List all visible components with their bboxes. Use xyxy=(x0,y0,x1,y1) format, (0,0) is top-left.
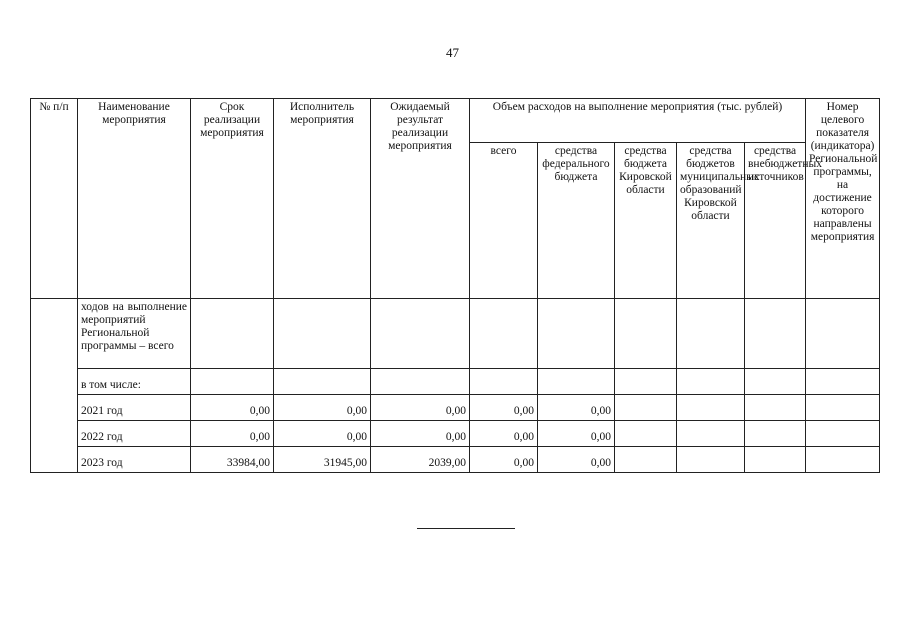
value-cell: 33984,00 xyxy=(191,447,274,473)
including-label: в том числе: xyxy=(78,369,191,395)
header-volume: Объем расходов на выполнение мероприятия (тыс. рублей) xyxy=(470,99,806,143)
header-total: всего xyxy=(470,143,538,299)
value-cell: 0,00 xyxy=(274,395,371,421)
value-cell: 0,00 xyxy=(274,421,371,447)
separator-line xyxy=(417,528,515,529)
value-cell: 0,00 xyxy=(191,395,274,421)
header-result: Ожидаемый результат реализации мероприятия xyxy=(371,99,470,299)
table-row xyxy=(31,395,880,421)
header-executor: Исполнитель мероприятия xyxy=(274,99,371,299)
header-federal: средства федерального бюджета xyxy=(538,143,615,299)
header-num: № п/п xyxy=(31,99,78,299)
value-cell: 0,00 xyxy=(538,447,615,473)
header-extra: средства внебюджетных источников xyxy=(745,143,806,299)
table-row xyxy=(31,299,880,369)
header-name: Наименование мероприятия xyxy=(78,99,191,299)
header-indicator: Номер целевого показателя (индикатора) Региональной программы, на достижение которого направлены мероприятия xyxy=(806,99,880,299)
row-label: 2023 год xyxy=(78,447,191,473)
value-cell: 0,00 xyxy=(371,421,470,447)
value-cell: 0,00 xyxy=(470,421,538,447)
value-cell: 31945,00 xyxy=(274,447,371,473)
value-cell: 0,00 xyxy=(470,447,538,473)
table-row xyxy=(31,447,880,473)
header-regional: средства бюджета Кировской области xyxy=(615,143,677,299)
value-cell: 0,00 xyxy=(538,395,615,421)
header-row-1 xyxy=(31,99,880,143)
expenses-table xyxy=(30,98,880,473)
first-row-label: ходов на выполнение мероприятий Региональной программы – всего xyxy=(78,299,191,369)
value-cell: 0,00 xyxy=(538,421,615,447)
row-label: 2021 год xyxy=(78,395,191,421)
num-cell xyxy=(31,299,78,473)
header-term: Срок реализации мероприятия xyxy=(191,99,274,299)
table-row xyxy=(31,369,880,395)
page-number: 47 xyxy=(446,45,459,60)
value-cell: 0,00 xyxy=(191,421,274,447)
header-municipal: средства бюджетов муниципальных образований Кировской области xyxy=(677,143,745,299)
row-label: 2022 год xyxy=(78,421,191,447)
value-cell: 2039,00 xyxy=(371,447,470,473)
table-row xyxy=(31,421,880,447)
value-cell: 0,00 xyxy=(470,395,538,421)
value-cell: 0,00 xyxy=(371,395,470,421)
